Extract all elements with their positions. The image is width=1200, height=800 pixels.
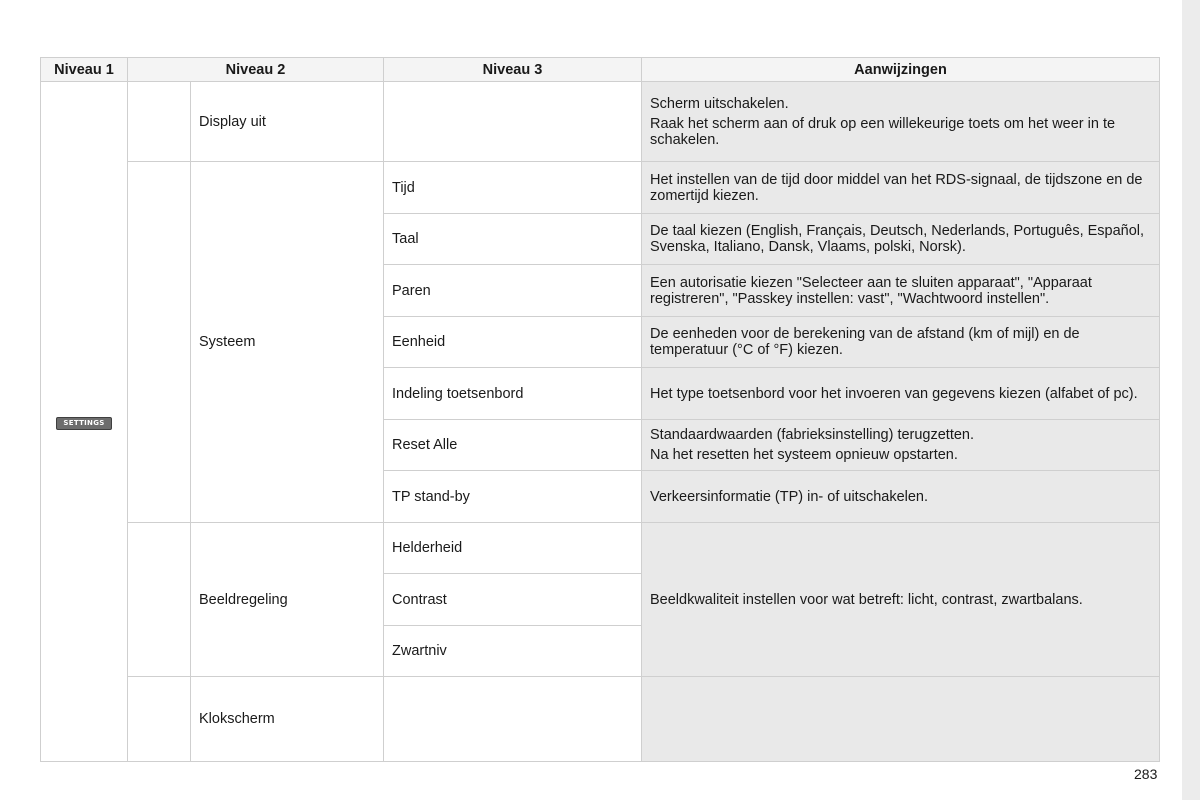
level3-label: Reset Alle xyxy=(384,420,642,471)
level3-label: Indeling toetsenbord xyxy=(384,368,642,420)
level3-label: Taal xyxy=(384,214,642,265)
notes-cell xyxy=(642,368,1160,420)
table-row xyxy=(41,162,1160,214)
note-text: Het type toetsenbord voor het invoeren van gegevens kiezen (alfabet of pc). xyxy=(650,385,1138,402)
level2-icon-cell xyxy=(128,162,191,523)
level2-label: Klokscherm xyxy=(191,677,384,762)
settings-button-icon: SETTINGS xyxy=(56,417,111,430)
level2-icon-cell xyxy=(128,523,191,677)
level2-label: Systeem xyxy=(191,162,384,523)
header-aanwijzingen: Aanwijzingen xyxy=(642,58,1160,82)
level3-label xyxy=(384,82,642,162)
level1-cell xyxy=(41,82,128,762)
notes-cell xyxy=(642,214,1160,265)
table-row xyxy=(41,677,1160,762)
notes-cell xyxy=(642,523,1160,677)
notes-cell xyxy=(642,677,1160,762)
note-text: Scherm uitschakelen. xyxy=(650,95,789,112)
level3-label: TP stand-by xyxy=(384,471,642,523)
note-text: Raak het scherm aan of druk op een willekeurige toets om het weer in te schakelen. xyxy=(650,115,1116,148)
table-header-row xyxy=(41,58,1160,82)
table-row xyxy=(41,523,1160,574)
header-niveau-1: Niveau 1 xyxy=(41,58,128,82)
note-text: Standaardwaarden (fabrieksinstelling) terugzetten. xyxy=(650,427,975,443)
level2-label: Beeldregeling xyxy=(191,523,384,677)
level2-label: Display uit xyxy=(191,82,384,162)
level3-label: Helderheid xyxy=(384,523,642,574)
level3-label: Paren xyxy=(384,265,642,317)
notes-cell xyxy=(642,82,1160,162)
note-text: De taal kiezen (English, Français, Deutsch, Nederlands, Português, Español, Svenska, Italiano, Dansk, Vlaams, polski, Norsk). xyxy=(650,223,1145,255)
level2-icon-cell xyxy=(128,82,191,162)
note-text: Een autorisatie kiezen "Selecteer aan te sluiten apparaat", "Apparaat registreren", "Passkey instellen: vast", "Wachtwoord instellen". xyxy=(650,274,1092,307)
page-edge-strip xyxy=(1182,0,1200,800)
notes-cell xyxy=(642,471,1160,523)
note-text: Het instellen van de tijd door middel van het RDS-signaal, de tijdszone en de zomertijd kiezen. xyxy=(650,171,1143,204)
note-text: Na het resetten het systeem opnieuw opstarten. xyxy=(650,447,958,463)
notes-cell xyxy=(642,420,1160,471)
level2-icon-cell xyxy=(128,677,191,762)
table-row xyxy=(41,82,1160,162)
header-niveau-3: Niveau 3 xyxy=(384,58,642,82)
level3-label: Contrast xyxy=(384,574,642,626)
notes-cell xyxy=(642,265,1160,317)
header-niveau-2: Niveau 2 xyxy=(128,58,384,82)
note-text: Beeldkwaliteit instellen voor wat betreft: licht, contrast, zwartbalans. xyxy=(650,591,1083,608)
level3-label: Tijd xyxy=(384,162,642,214)
level3-label: Eenheid xyxy=(384,317,642,368)
notes-cell xyxy=(642,162,1160,214)
notes-cell xyxy=(642,317,1160,368)
level3-label xyxy=(384,677,642,762)
page-number: 283 xyxy=(1134,766,1158,782)
settings-menu-table xyxy=(40,57,1160,762)
note-text: De eenheden voor de berekening van de afstand (km of mijl) en de temperatuur (°C of °F) kiezen. xyxy=(650,326,1080,358)
note-text: Verkeersinformatie (TP) in- of uitschakelen. xyxy=(650,488,929,505)
level3-label: Zwartniv xyxy=(384,626,642,677)
